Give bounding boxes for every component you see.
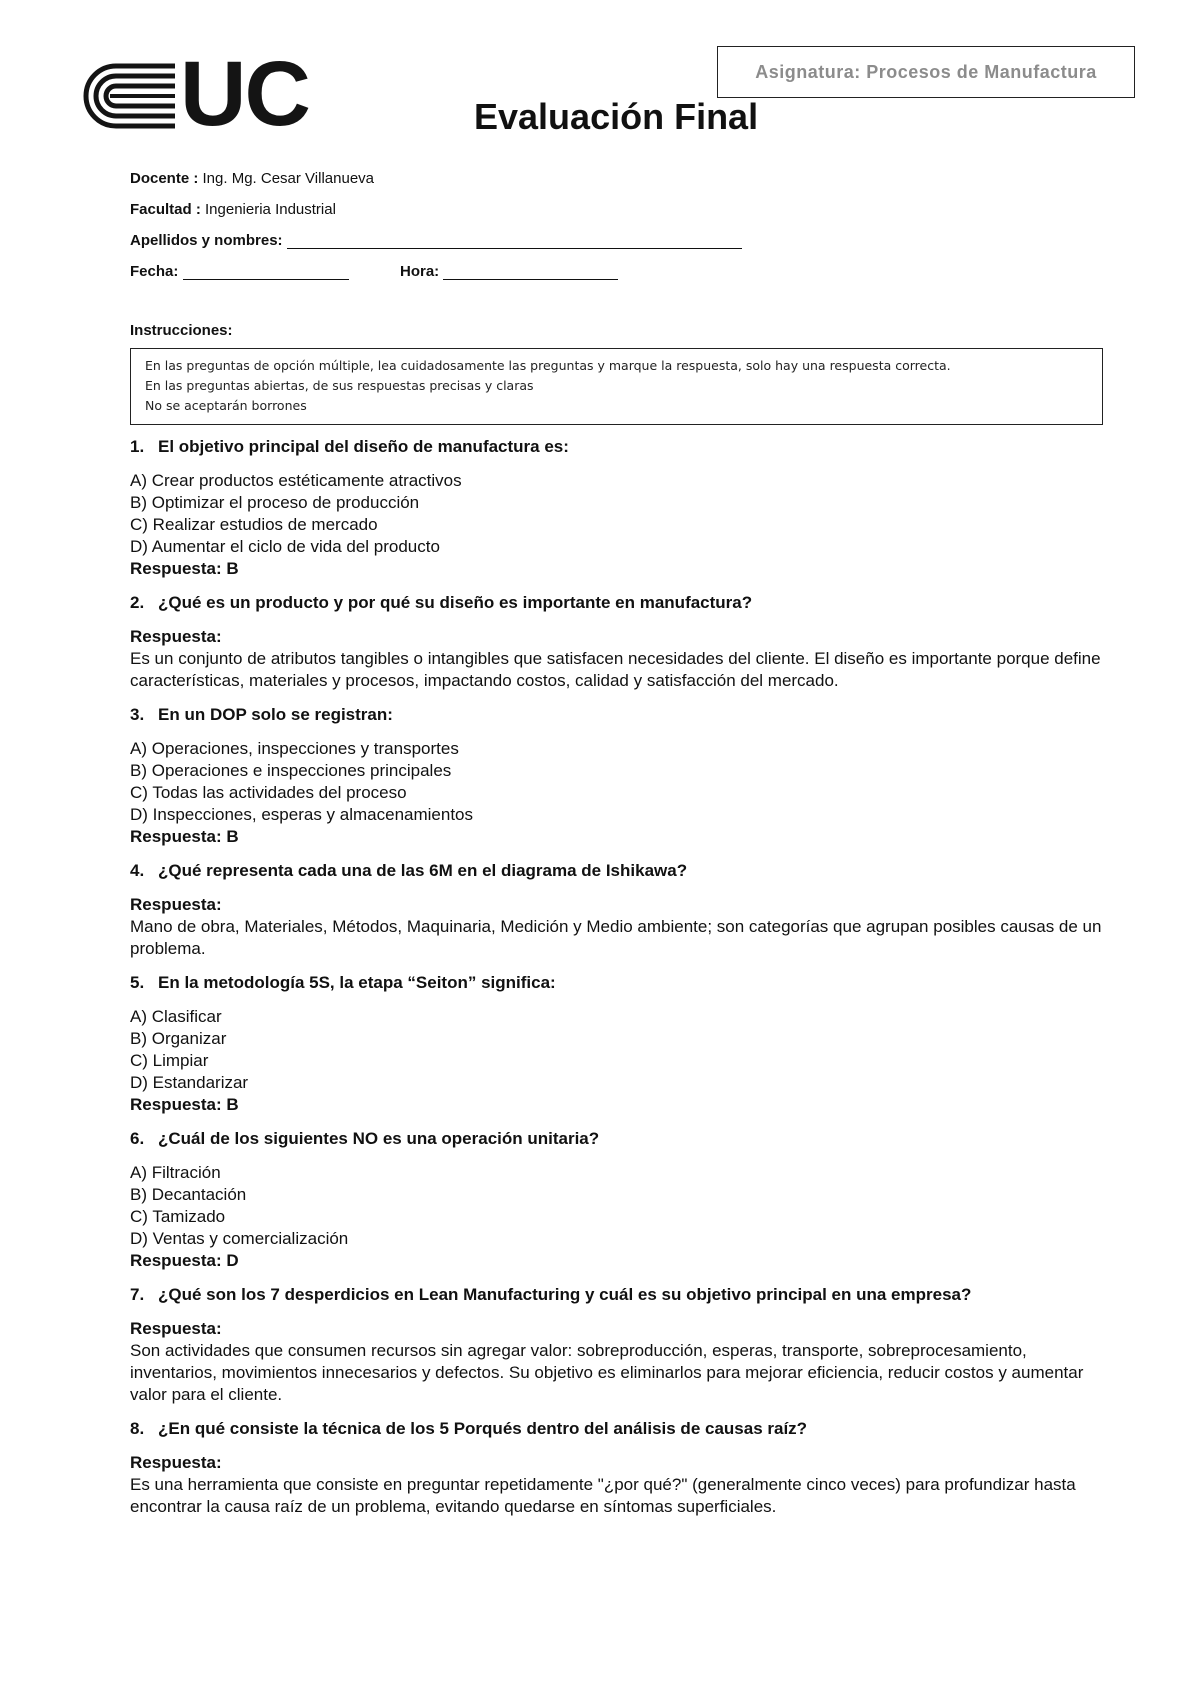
option: B) Optimizar el proceso de producción — [130, 493, 420, 512]
docente-row — [130, 170, 374, 187]
answer-text: Mano de obra, Materiales, Métodos, Maquinaria, Medición y Medio ambiente; son categorías que agrupan posibles causas de un problema. — [130, 917, 1102, 958]
option: A) Operaciones, inspecciones y transportes — [130, 739, 459, 758]
questions-list — [130, 436, 1110, 1530]
apellidos-row — [130, 232, 742, 249]
instructions-title: Instrucciones: — [130, 322, 233, 339]
question-2 — [130, 592, 1110, 692]
facultad-label: Facultad : — [130, 201, 201, 218]
answer-label: Respuesta: — [130, 895, 222, 914]
answer-text: Son actividades que consumen recursos sin agregar valor: sobreproducción, esperas, transporte, sobreprocesamiento, inventarios, movimientos innecesarios y defectos. Su objetivo es eliminarlos para mejorar eficiencia, reducir costos y aumentar valor para el cliente. — [130, 1341, 1084, 1404]
instruction-line: En las preguntas de opción múltiple, lea cuidadosamente las preguntas y marque la respuesta, solo hay una respuesta correcta. — [145, 358, 951, 373]
fecha-field[interactable] — [183, 265, 349, 280]
option: C) Limpiar — [130, 1051, 209, 1070]
answer-label: Respuesta: — [130, 1319, 222, 1338]
answer: Respuesta: D — [130, 1251, 239, 1270]
option: A) Clasificar — [130, 1007, 222, 1026]
fecha-row — [130, 263, 349, 280]
hora-label: Hora: — [400, 263, 440, 280]
answer: Respuesta: B — [130, 559, 239, 578]
answer-text: Es una herramienta que consiste en preguntar repetidamente "¿por qué?" (generalmente cinco veces) para profundizar hasta encontrar la causa raíz de un problema, evitando quedarse en síntomas superficiales. — [130, 1475, 1076, 1516]
facultad-row — [130, 201, 336, 218]
option: C) Tamizado — [130, 1207, 226, 1226]
question-1 — [130, 436, 1110, 580]
docente-value: Ing. Mg. Cesar Villanueva — [202, 170, 374, 187]
option: A) Crear productos estéticamente atractivos — [130, 471, 462, 490]
option: D) Aumentar el ciclo de vida del producto — [130, 537, 440, 556]
question-title: 7. ¿Qué son los 7 desperdicios en Lean Manufacturing y cuál es su objetivo principal en una empresa? — [130, 1285, 972, 1304]
option: C) Realizar estudios de mercado — [130, 515, 378, 534]
subject-box: Asignatura: Procesos de Manufactura — [717, 46, 1135, 98]
answer-text: Es un conjunto de atributos tangibles o intangibles que satisfacen necesidades del cliente. El diseño es importante porque define características, materiales y procesos, impactando costos, calidad y satisfacción del mercado. — [130, 649, 1101, 690]
option: D) Estandarizar — [130, 1073, 249, 1092]
question-3 — [130, 704, 1110, 848]
answer-label: Respuesta: — [130, 1453, 222, 1472]
instruction-line: No se aceptarán borrones — [145, 398, 307, 413]
option: D) Inspecciones, esperas y almacenamientos — [130, 805, 473, 824]
apellidos-label: Apellidos y nombres: — [130, 232, 283, 249]
fecha-label: Fecha: — [130, 263, 179, 280]
option: C) Todas las actividades del proceso — [130, 783, 407, 802]
option: D) Ventas y comercialización — [130, 1229, 349, 1248]
question-title: 5. En la metodología 5S, la etapa “Seiton” significa: — [130, 973, 556, 992]
option: A) Filtración — [130, 1163, 221, 1182]
apellidos-field[interactable] — [287, 234, 742, 249]
instruction-line: En las preguntas abiertas, de sus respuestas precisas y claras — [145, 378, 534, 393]
docente-label: Docente : — [130, 170, 199, 187]
option: B) Operaciones e inspecciones principales — [130, 761, 452, 780]
option: B) Organizar — [130, 1029, 227, 1048]
question-title: 3. En un DOP solo se registran: — [130, 705, 393, 724]
question-4 — [130, 860, 1110, 960]
question-title: 1. El objetivo principal del diseño de manufactura es: — [130, 437, 569, 456]
uc-logo-text: UC — [180, 43, 309, 145]
question-title: 8. ¿En qué consiste la técnica de los 5 Porqués dentro del análisis de causas raíz? — [130, 1419, 808, 1438]
option: B) Decantación — [130, 1185, 247, 1204]
page-title: Evaluación Final — [474, 96, 759, 137]
question-7 — [130, 1284, 1110, 1406]
question-8 — [130, 1418, 1110, 1518]
question-5 — [130, 972, 1110, 1116]
answer-label: Respuesta: — [130, 627, 222, 646]
question-title: 2. ¿Qué es un producto y por qué su diseño es importante en manufactura? — [130, 593, 753, 612]
answer: Respuesta: B — [130, 827, 239, 846]
hora-row — [400, 263, 618, 280]
instructions-box — [130, 348, 1103, 425]
question-title: 6. ¿Cuál de los siguientes NO es una operación unitaria? — [130, 1129, 600, 1148]
question-6 — [130, 1128, 1110, 1272]
facultad-value: Ingenieria Industrial — [205, 201, 336, 218]
hora-field[interactable] — [443, 265, 618, 280]
uc-logo-icon — [80, 60, 180, 132]
answer: Respuesta: B — [130, 1095, 239, 1114]
question-title: 4. ¿Qué representa cada una de las 6M en el diagrama de Ishikawa? — [130, 861, 688, 880]
